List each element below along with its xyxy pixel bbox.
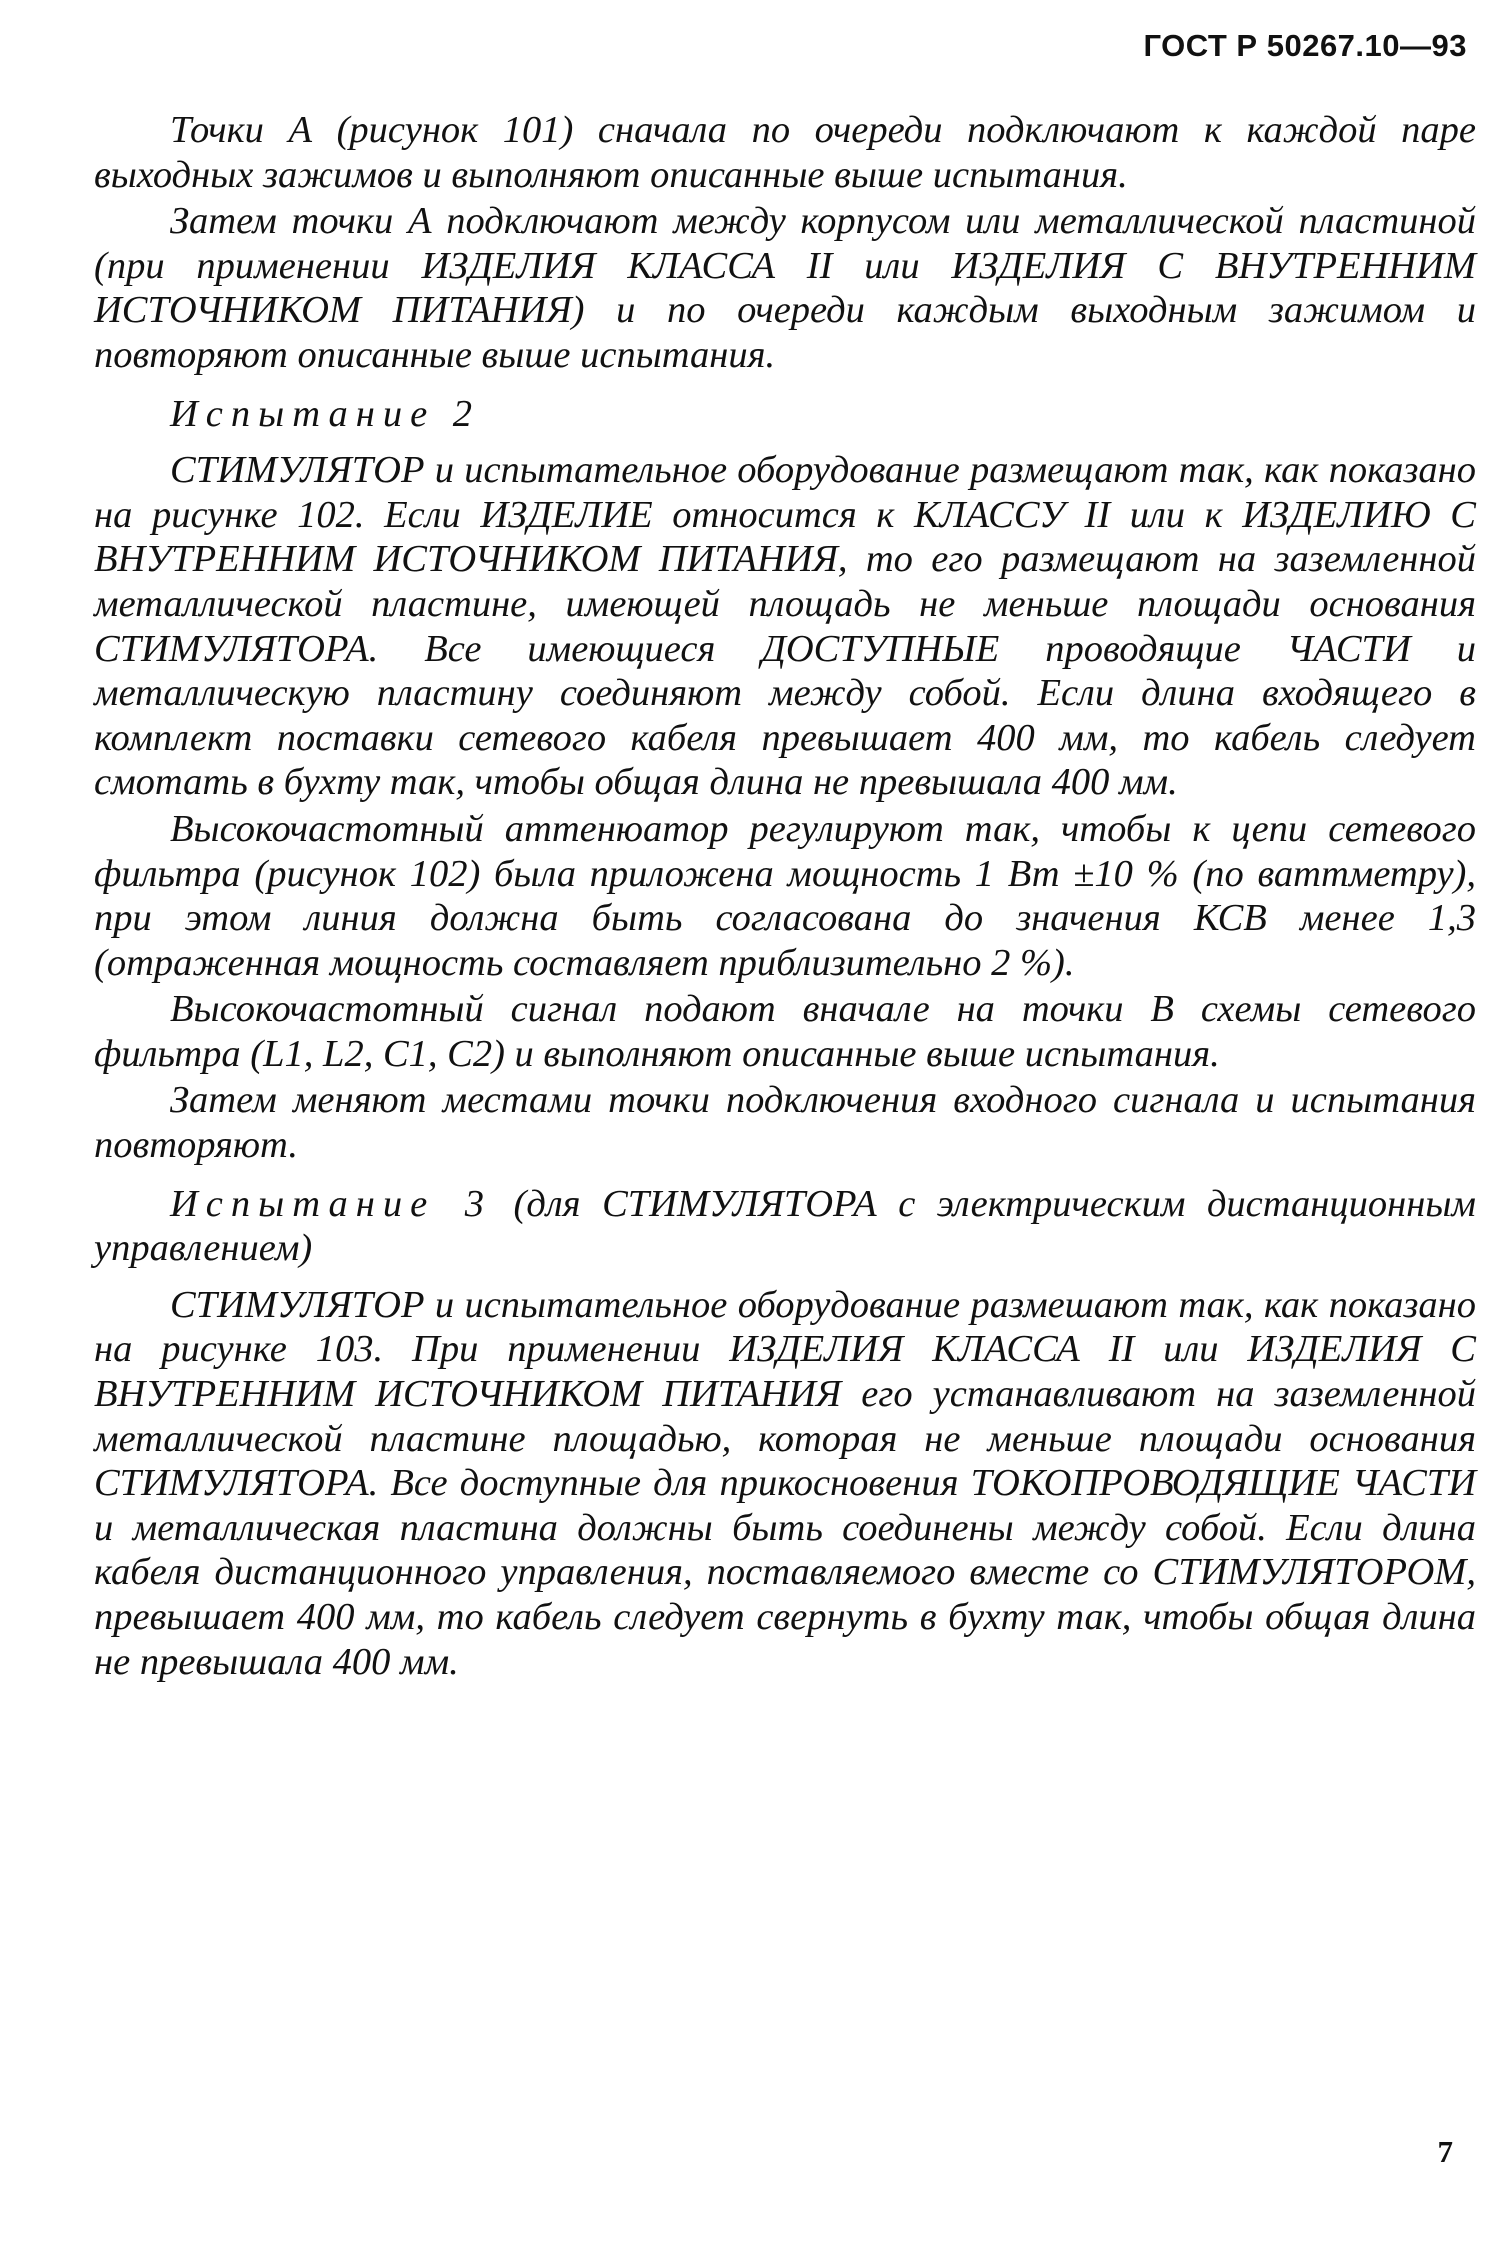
paragraph-test-2-setup: СТИМУЛЯТОР и испытательное оборудование размещают так, как показано на рисунке 102. Если ИЗДЕЛИЕ относится к КЛАССУ II или к ИЗДЕЛИЮ С ВНУТРЕННИМ ИСТОЧНИКОМ ПИТАНИЯ, то его размещают на заземленной металлической пластине, имеющей площадь не меньше площади основания СТИМУЛЯТОРА. Все имеющиеся ДОСТУПНЫЕ проводящие ЧАСТИ и металлическую пластину соединяют между собой. Если длина входящего в комплект поставки сетевого кабеля превышает 400 мм, то кабель следует смотать в бухту так, чтобы общая длина не превышала 400 мм. bbox=[94, 449, 1476, 804]
paragraph-test-3-setup: СТИМУЛЯТОР и испытательное оборудование размешают так, как показано на рисунке 103. При применении ИЗДЕЛИЯ КЛАССА II или ИЗДЕЛИЯ С ВНУТРЕННИМ ИСТОЧНИКОМ ПИТАНИЯ его устанавливают на заземленной металлической пластине площадью, которая не меньше площади основания СТИМУЛЯТОРА. Все доступные для прикосновения ТОКОПРОВОДЯЩИЕ ЧАСТИ и металлическая пластина должны быть соединены между собой. Если длина кабеля дистанционного управления, поставляемого вместе со СТИМУЛЯТОРОМ, превышает 400 мм, то кабель следует свернуть в бухту так, чтобы общая длина не превышала 400 мм. bbox=[94, 1283, 1476, 1683]
test-3-heading-label: Испытание 3 bbox=[170, 1182, 492, 1225]
page-number: 7 bbox=[1437, 2134, 1453, 2169]
test-3-heading bbox=[94, 1182, 1476, 1271]
paragraph-swap-points: Затем меняют местами точки подключения входного сигнала и испытания повторяют. bbox=[94, 1079, 1476, 1167]
test-2-heading-label: Испытание 2 bbox=[170, 392, 481, 435]
test-2-heading bbox=[94, 392, 1476, 437]
paragraph-hf-signal: Высокочастотный сигнал подают вначале на точки В схемы сетевого фильтра (L1, L2, C1, C2) и выполняют описанные выше испытания. bbox=[94, 988, 1476, 1075]
body-text bbox=[94, 108, 1476, 1686]
paragraph-points-a-housing: Затем точки А подключают между корпусом или металлической пластиной (при применении ИЗДЕЛИЯ КЛАССА II или ИЗДЕЛИЯ С ВНУТРЕННИМ ИСТОЧНИКОМ ПИТАНИЯ) и по очереди каждым выходным зажимом и повторяют описанные выше испытания. bbox=[94, 200, 1476, 376]
test-3-heading-description: (для СТИМУЛЯТОРА с электрическим дистанционным управлением) bbox=[94, 1182, 1476, 1270]
paragraph-attenuator: Высокочастотный аттенюатор регулируют так, чтобы к цепи сетевого фильтра (рисунок 102) была приложена мощность 1 Вт ±10 % (по ваттметру), при этом линия должна быть согласована до значения КСВ менее 1,3 (отраженная мощность составляет приблизительно 2 %). bbox=[94, 807, 1476, 984]
paragraph-points-a-output: Точки А (рисунок 101) сначала по очереди подключают к каждой паре выходных зажимов и выполняют описанные выше испытания. bbox=[94, 109, 1476, 196]
standard-reference-header: ГОСТ Р 50267.10—93 bbox=[1143, 28, 1467, 63]
